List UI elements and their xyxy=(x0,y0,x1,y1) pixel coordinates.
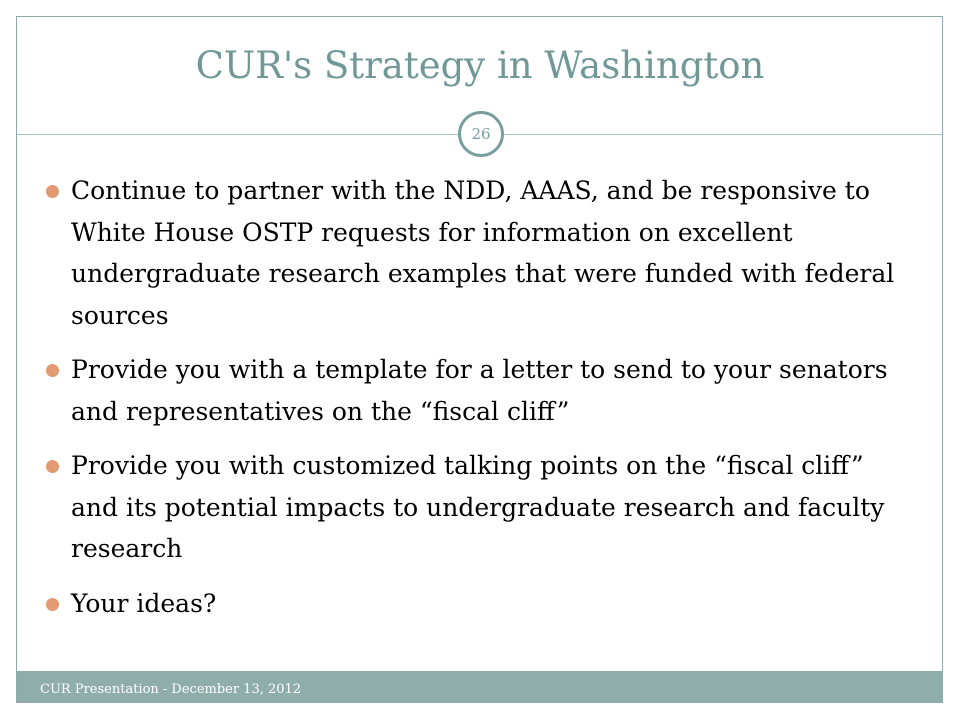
bullet-dot-icon xyxy=(46,185,59,198)
bullet-item xyxy=(46,445,916,570)
bullet-text: Your ideas? xyxy=(71,588,217,618)
bullet-dot-icon xyxy=(46,598,59,611)
bullet-text: Provide you with customized talking points on the “fiscal cliff” and its potential impacts to undergraduate research and faculty research xyxy=(71,451,885,563)
bullet-text: Provide you with a template for a letter to send to your senators and representatives on the “fiscal cliff” xyxy=(71,355,888,426)
bullet-text: Continue to partner with the NDD, AAAS, and be responsive to White House OSTP requests for information on excellent undergraduate research examples that were funded with federal sources xyxy=(71,176,895,330)
bullet-item xyxy=(46,349,916,432)
bullet-dot-icon xyxy=(46,364,59,377)
bullet-item xyxy=(46,583,916,625)
bullet-dot-icon xyxy=(46,460,59,473)
slide-title: CUR's Strategy in Washington xyxy=(195,44,765,87)
bullet-list xyxy=(46,170,916,637)
bullet-item xyxy=(46,170,916,336)
page-number-badge: 26 xyxy=(458,111,504,157)
footer-text: CUR Presentation - December 13, 2012 xyxy=(40,682,302,697)
